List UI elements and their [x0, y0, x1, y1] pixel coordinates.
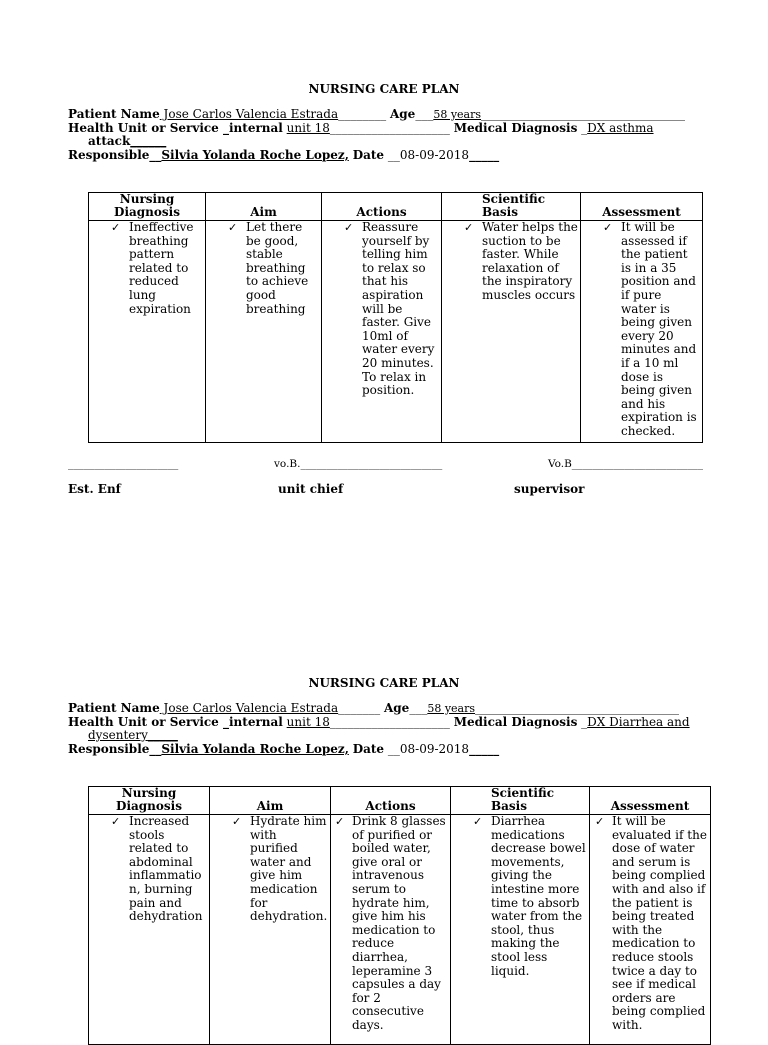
patient-name-value: Jose Carlos Valencia Estrada [159, 107, 339, 121]
patient-label: Patient Name [68, 107, 160, 121]
checkmark-icon: ✓ [464, 221, 474, 234]
header-line: Nursing [119, 192, 175, 206]
cell-aim [206, 221, 322, 443]
cell-text: Water helps the suction to be faster. While relaxation of the inspiratory muscles occurs [482, 220, 578, 302]
header-scientific-basis [451, 787, 590, 815]
checkmark-icon: ✓ [232, 815, 242, 828]
role-est-enf: Est. Enf [68, 482, 121, 496]
diagnosis-cont-text: dysentery [88, 728, 148, 742]
diagnosis-value: DX asthma [587, 121, 654, 135]
cell-actions [322, 221, 442, 443]
cell-text: Increased stools related to abdominal inflammatio n, burning pain and dehydration [129, 814, 203, 924]
header-line: Assessment [602, 205, 681, 219]
diagnosis-continuation [88, 728, 178, 742]
patient-name-value: Jose Carlos Valencia Estrada [159, 701, 339, 715]
diagnosis-pre: _ [577, 121, 588, 135]
header-actions [331, 787, 451, 815]
header-aim [206, 193, 322, 221]
age-fill: __________________________________ [475, 701, 680, 715]
unit-label: Health Unit or Service _internal [68, 715, 283, 729]
checkmark-icon: ✓ [111, 221, 121, 234]
checkmark-icon: ✓ [111, 815, 121, 828]
header-line: Actions [356, 205, 407, 219]
header-aim [210, 787, 331, 815]
page-title: NURSING CARE PLAN [308, 82, 460, 96]
unit-value: unit 18 [286, 121, 330, 135]
date-fill: _____ [469, 148, 500, 162]
cell-text: Drink 8 glasses of purified or boiled water, give oral or intravenous serum to hydrate him, give him his medication to reduce diarrhea, leperamine 3 capsules a day for 2 consecutive days. [352, 814, 446, 1032]
diagnosis-cont-fill: _____ [147, 728, 178, 742]
cell-actions [331, 815, 451, 1045]
diagnosis-label: Medical Diagnosis [453, 715, 578, 729]
responsible-label: Responsible [68, 742, 150, 756]
age-fill: __________________________________ [481, 107, 686, 121]
diagnosis-pre: _ [577, 715, 588, 729]
cell-text: It will be assessed if the patient is in a 35 position and if pure water is being given every 20 minutes and if a 10 ml dose is being given and his expiration is checked. [621, 220, 697, 438]
diagnosis-continuation [88, 134, 166, 148]
unit-label: Health Unit or Service _internal [68, 121, 283, 135]
responsible-pre: __ [149, 742, 162, 756]
header-line: Nursing [121, 786, 177, 800]
cell-text: It will be evaluated if the dose of water and serum is being complied with and also if the patient is being treated with the medication to reduce stools twice a day to see if medical orders are being complied with. [612, 814, 707, 1032]
header-line: Diagnosis [114, 205, 180, 219]
cell-scientific-basis [451, 815, 590, 1045]
date-fill: _____ [469, 742, 500, 756]
age-pre: ___ [409, 701, 428, 715]
checkmark-icon: ✓ [595, 815, 605, 828]
page-title: NURSING CARE PLAN [308, 676, 460, 690]
cell-nursing-diagnosis [89, 815, 210, 1045]
responsible-line [68, 148, 499, 162]
unit-fill: ____________________ [329, 121, 450, 135]
age-label: Age [383, 701, 410, 715]
cell-text: Diarrhea medications decrease bowel movements, giving the intestine more time to absorb water from the stool, thus making the stool less liquid. [491, 814, 586, 978]
date-label: Date [352, 742, 385, 756]
role-supervisor: supervisor [514, 482, 585, 496]
cell-aim [210, 815, 331, 1045]
diagnosis-cont-text: attack [88, 134, 131, 148]
age-value: 58 years [433, 108, 482, 121]
header-actions [322, 193, 442, 221]
checkmark-icon: ✓ [603, 221, 613, 234]
responsible-label: Responsible [68, 148, 150, 162]
responsible-value: Silvia Yolanda Roche Lopez, [161, 148, 349, 162]
checkmark-icon: ✓ [335, 815, 345, 828]
header-line: Actions [365, 799, 416, 813]
cell-text: Ineffective breathing pattern related to reduced lung expiration [129, 220, 194, 316]
header-line: Diagnosis [116, 799, 182, 813]
cell-assessment [590, 815, 711, 1045]
cell-text: Let there be good, stable breathing to achieve good breathing [246, 220, 309, 316]
header-nursing-diagnosis [89, 787, 210, 815]
responsible-line [68, 742, 499, 756]
unit-fill: ____________________ [329, 715, 450, 729]
care-table [88, 786, 711, 1045]
date-value: __08-09-2018 [384, 742, 470, 756]
cell-text: Reassure yourself by telling him to relax so that his aspiration will be faster. Give 10ml of water every 20 minutes. To relax in position. [362, 220, 435, 398]
cell-scientific-basis [442, 221, 581, 443]
header-line: Scientific [491, 786, 555, 800]
patient-line [68, 701, 679, 715]
care-table [88, 192, 703, 443]
patient-line [68, 107, 685, 121]
diagnosis-label: Medical Diagnosis [453, 121, 578, 135]
age-value: 58 years [427, 702, 476, 715]
checkmark-icon: ✓ [473, 815, 483, 828]
checkmark-icon: ✓ [344, 221, 354, 234]
unit-line [68, 121, 654, 135]
header-line: Scientific [482, 192, 546, 206]
unit-line [68, 715, 690, 729]
header-scientific-basis [442, 193, 581, 221]
patient-fill: ________ [338, 107, 387, 121]
header-line: Aim [256, 799, 284, 813]
age-label: Age [389, 107, 416, 121]
age-pre: ___ [415, 107, 434, 121]
header-line: Basis [491, 799, 527, 813]
unit-value: unit 18 [286, 715, 330, 729]
diagnosis-value: DX Diarrhea and [587, 715, 690, 729]
signature-line-unit-chief: vo.B.___________________________ [274, 458, 443, 470]
signature-line-est-enf: _____________________ [68, 458, 179, 470]
header-assessment [590, 787, 711, 815]
header-nursing-diagnosis [89, 193, 206, 221]
diagnosis-cont-fill: ______ [130, 134, 167, 148]
cell-assessment [581, 221, 703, 443]
date-value: __08-09-2018 [384, 148, 470, 162]
date-label: Date [352, 148, 385, 162]
signature-line-supervisor: Vo.B_________________________ [548, 458, 704, 470]
header-line: Basis [482, 205, 518, 219]
responsible-value: Silvia Yolanda Roche Lopez, [161, 742, 349, 756]
patient-fill: _______ [338, 701, 381, 715]
patient-label: Patient Name [68, 701, 160, 715]
role-unit-chief: unit chief [278, 482, 344, 496]
responsible-pre: __ [149, 148, 162, 162]
cell-text: Hydrate him with purified water and give him medication for dehydration. [250, 814, 328, 924]
header-line: Aim [250, 205, 277, 219]
header-line: Assessment [610, 799, 690, 813]
checkmark-icon: ✓ [228, 221, 238, 234]
header-assessment [581, 193, 703, 221]
cell-nursing-diagnosis [89, 221, 206, 443]
